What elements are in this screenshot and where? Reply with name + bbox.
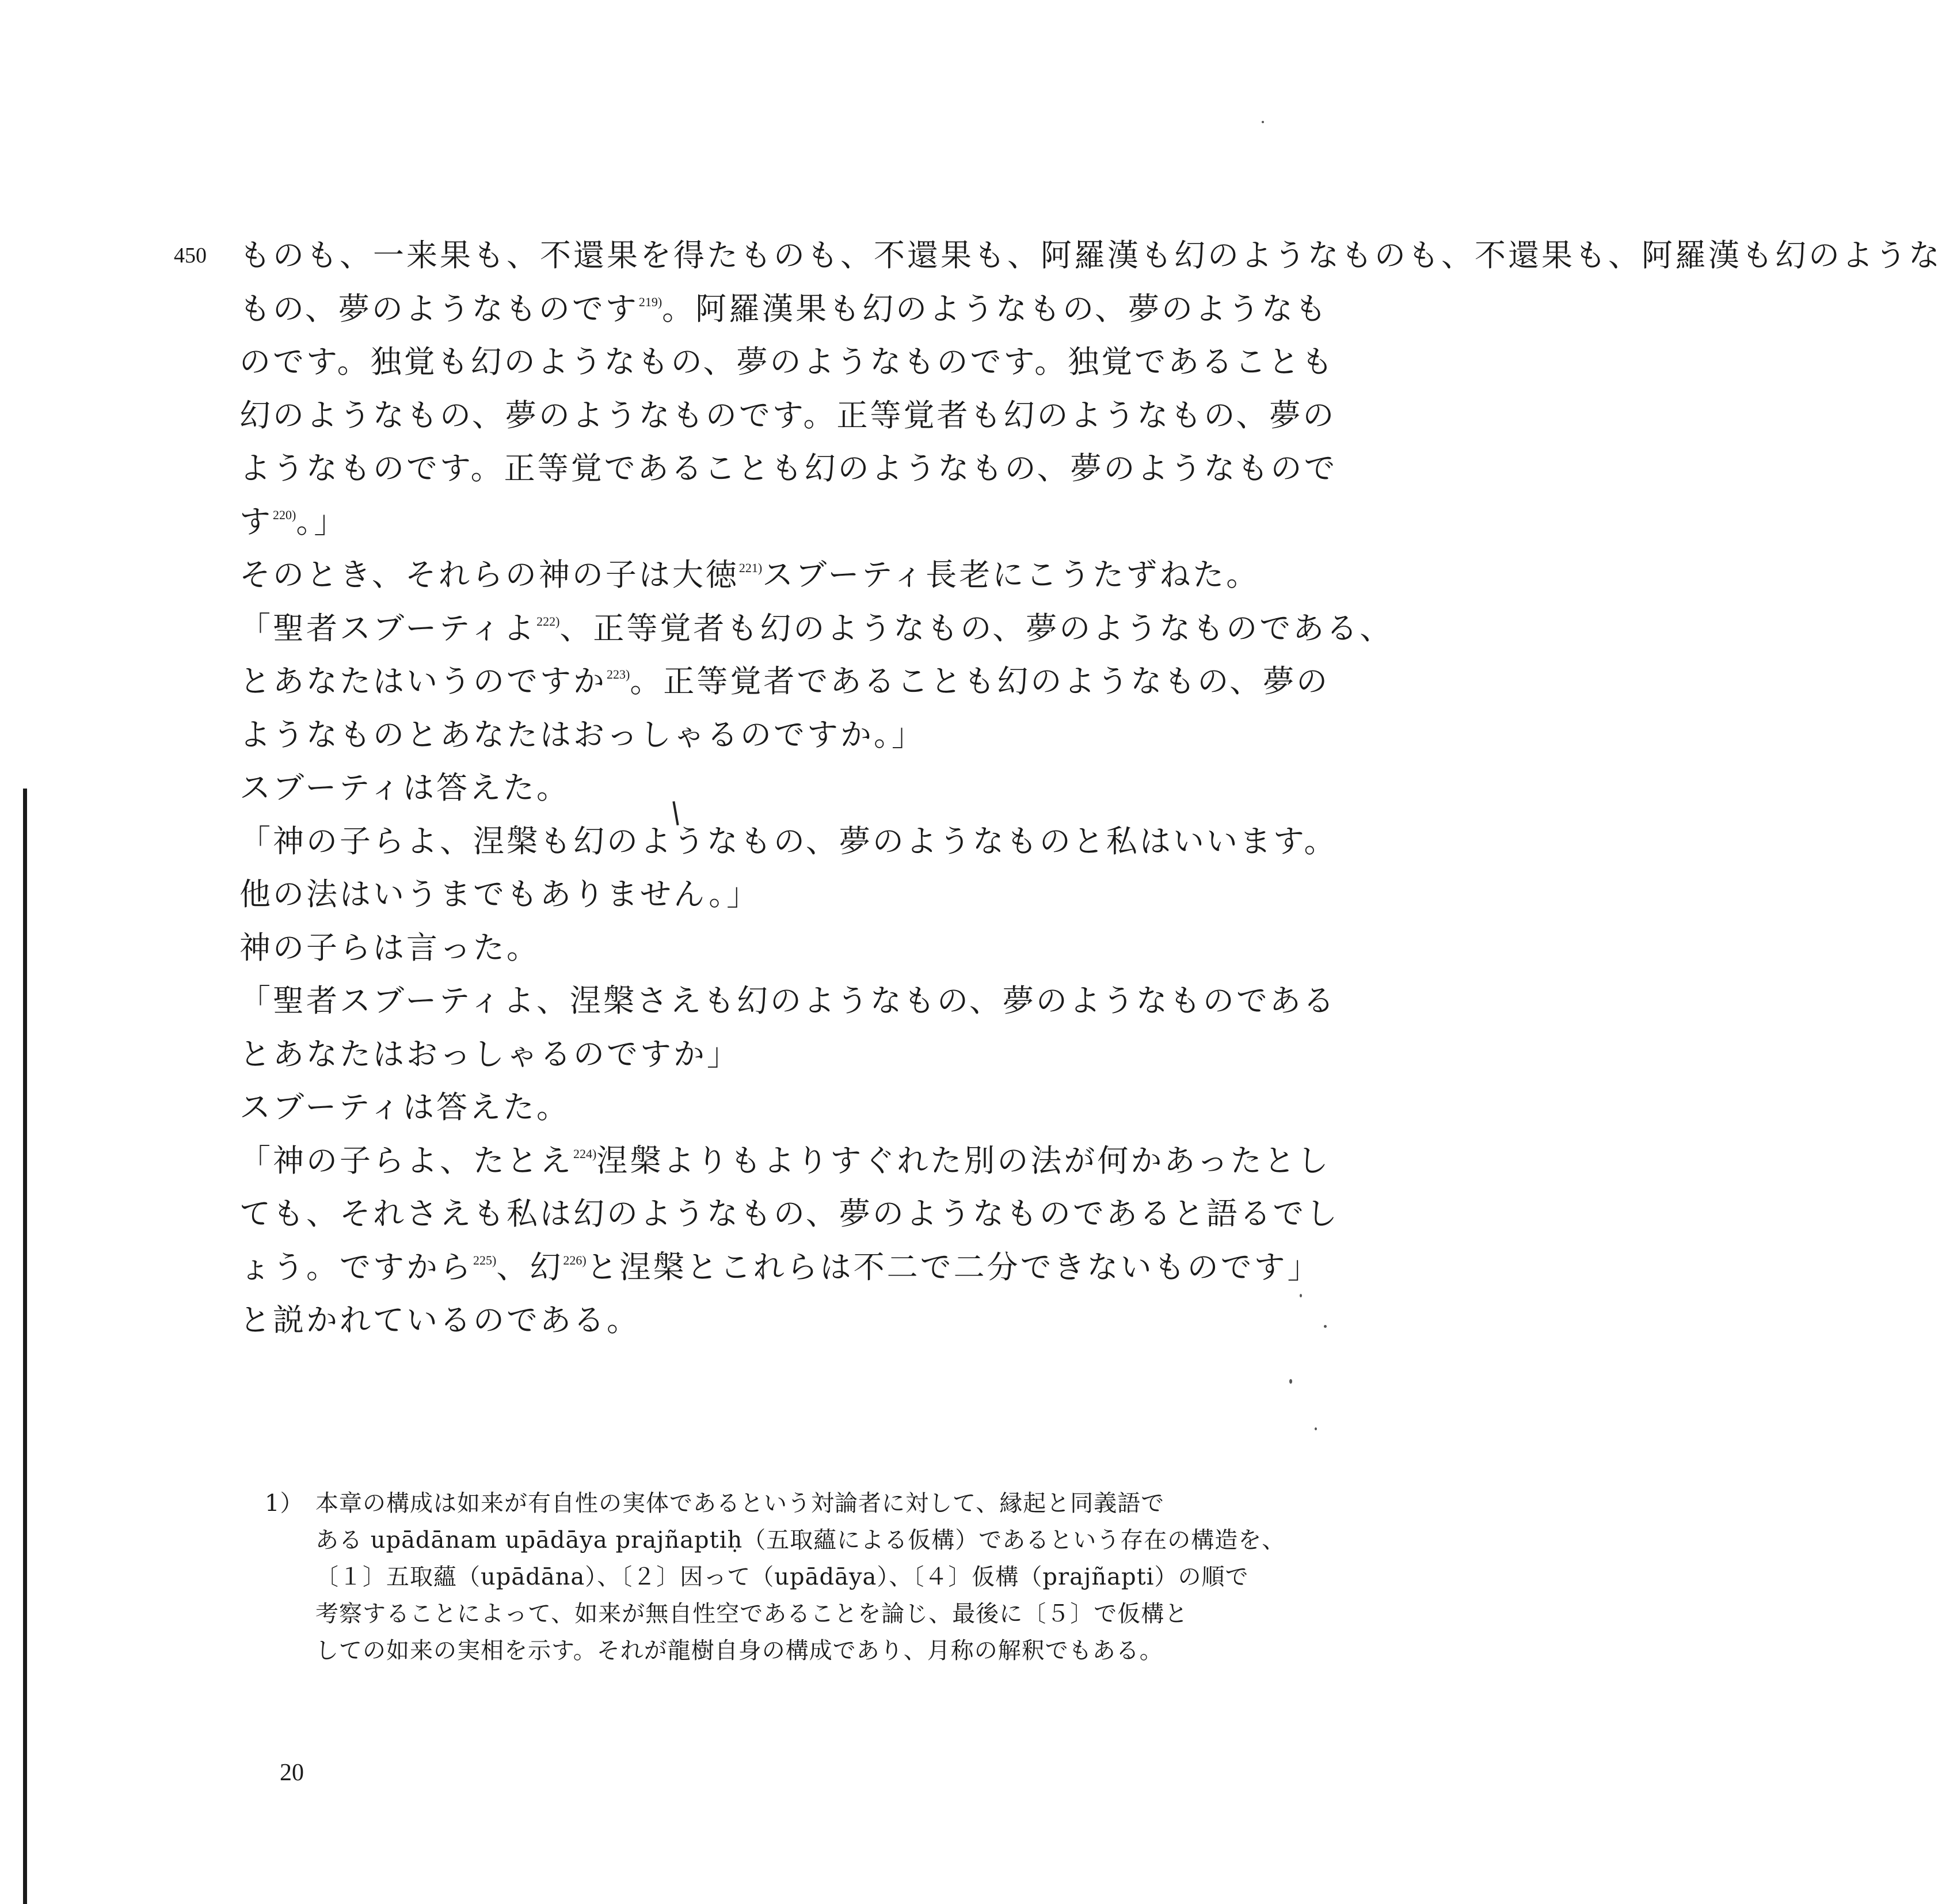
text-segment: のです。独覚も幻のようなもの、夢のようなものです。独覚であることも (239, 344, 1335, 380)
text-line (239, 1134, 1331, 1188)
footnote-ref: 221) (738, 561, 763, 575)
text-segment: す (239, 503, 273, 540)
text-line (239, 283, 1329, 336)
footnote-ref: 219) (638, 294, 662, 309)
text-line (239, 974, 1336, 1028)
text-segment: ようなものとあなたはおっしゃるのですか。」 (239, 716, 925, 753)
footnote-ref: 224) (573, 1146, 597, 1161)
text-line (239, 229, 1942, 283)
text-line (239, 868, 1287, 921)
text-segment: とあなたはいうのですか (239, 663, 607, 699)
footnote-line (265, 1522, 1286, 1559)
text-segment: ても、それさえも私は幻のようなもの、夢のようなものであると語るでし (239, 1195, 1340, 1232)
footnote-ref: 226) (563, 1252, 587, 1267)
footnote-line (265, 1595, 1209, 1632)
text-segment: スブーティ長老にこうたずねた。 (762, 557, 1260, 593)
footnote-ref: 220) (273, 507, 296, 522)
text-segment: 涅槃よりもよりすぐれた別の法が何かあったとし (596, 1142, 1331, 1179)
text-line (239, 1241, 1321, 1294)
text-segment: と涅槃とこれらは不二で二分できないものです」 (586, 1248, 1321, 1285)
scan-speck (1262, 121, 1264, 123)
text-segment: もの、夢のようなものです (239, 290, 639, 327)
text-line (239, 815, 1338, 869)
footnote-text: しての如来の実相を示す。それが龍樹自身の構成であり、月称の解釈でもある。 (315, 1638, 1163, 1664)
text-segment: 。阿羅漢果も幻のようなもの、夢のようなも (662, 290, 1329, 327)
text-line (239, 336, 1335, 389)
text-segment: 「神の子らよ、涅槃も幻のようなもの、夢のようなものと私はいいます。 (239, 822, 1338, 859)
scan-speck (1300, 1294, 1302, 1297)
text-segment: ようなものです。正等覚であることも幻のようなもの、夢のようなもので (239, 450, 1338, 486)
footnote-line (265, 1632, 1209, 1669)
main-text (239, 229, 1942, 1347)
margin-line-number: 450 (174, 243, 207, 268)
text-line (239, 761, 1287, 815)
footnote-line (265, 1485, 1209, 1522)
binding-edge-line (23, 789, 27, 1904)
text-segment: 神の子らは言った。 (239, 929, 540, 966)
scan-speck (1324, 1325, 1327, 1328)
text-line (239, 389, 1336, 443)
text-line (239, 921, 1287, 975)
text-segment: 。正等覚者であることも幻のようなもの、夢の (630, 663, 1330, 699)
text-segment: 「聖者スブーティよ、涅槃さえも幻のようなもの、夢のようなものである (239, 983, 1336, 1019)
text-segment: と説かれているのである。 (239, 1302, 640, 1338)
text-line (239, 1187, 1340, 1241)
text-line (239, 1081, 1287, 1134)
text-segment: とあなたはおっしゃるのですか」 (239, 1035, 740, 1072)
text-segment: 「神の子らよ、たとえ (239, 1142, 573, 1179)
text-segment: ものも、一来果も、不還果を得たものも、不還果も、阿羅漢も幻のようなものも、不還果も、阿羅漢も幻のような (239, 237, 1942, 273)
footnote-number: 1） (265, 1490, 304, 1517)
text-line (239, 602, 1393, 656)
text-line (239, 1028, 1287, 1082)
text-segment: そのとき、それらの神の子は大徳 (239, 557, 739, 593)
text-line (239, 655, 1330, 709)
text-segment: 。」 (296, 503, 348, 540)
text-line (239, 549, 1287, 602)
footnote-ref: 225) (473, 1252, 497, 1267)
footnote-ref: 222) (536, 614, 560, 629)
footnote-text: ある upādānam upādāya prajñaptiḥ（五取蘊による仮構）であるという存在の構造を、 (315, 1527, 1286, 1553)
text-segment: 、正等覚者も幻のようなもの、夢のようなものである、 (559, 610, 1393, 646)
scan-speck (1315, 1427, 1317, 1430)
footnote-text: 本章の構成は如来が有自性の実体であるという対論者に対して、縁起と同義語で (315, 1490, 1165, 1517)
footnote-text: 〔１〕五取蘊（upādāna）、〔２〕因って（upādāya）、〔４〕仮構（prajñapti）の順で (315, 1564, 1249, 1590)
text-segment: 幻のようなもの、夢のようなものです。正等覚者も幻のようなもの、夢の (239, 397, 1336, 433)
footnote-ref: 223) (607, 667, 630, 681)
text-segment: 「聖者スブーティよ (239, 610, 537, 646)
text-line (239, 1294, 1287, 1347)
footnotes (265, 1485, 1286, 1669)
footnote-line (265, 1559, 1249, 1595)
text-segment: 、幻 (496, 1248, 563, 1285)
text-segment: ょう。ですから (239, 1248, 473, 1285)
text-segment: 他の法はいうまでもありません。」 (239, 876, 760, 912)
text-line (239, 709, 1287, 762)
text-line (239, 496, 1287, 549)
scan-speck (1289, 1379, 1292, 1384)
text-segment: スブーティは答えた。 (239, 1089, 570, 1125)
footnote-text: 考察することによって、如来が無自性空であることを論じ、最後に〔５〕で仮構と (315, 1601, 1189, 1627)
text-line (239, 442, 1338, 496)
text-segment: スブーティは答えた。 (239, 770, 570, 806)
page-number: 20 (280, 1760, 304, 1786)
